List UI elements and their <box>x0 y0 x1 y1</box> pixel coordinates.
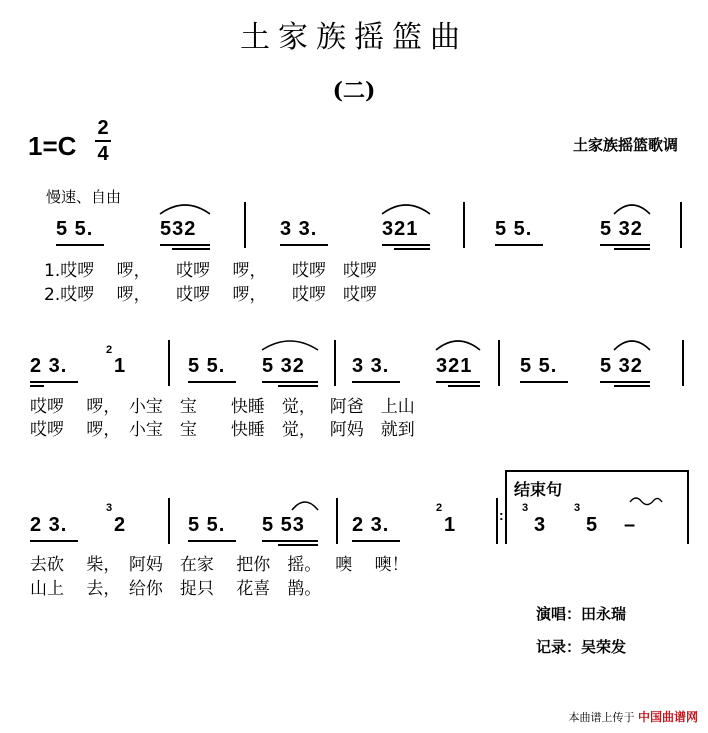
grace-note: 3 <box>522 502 529 514</box>
note-group: 5 53 <box>262 514 305 536</box>
note-group: 5 5. <box>188 514 226 536</box>
origin-label: 土家族摇篮歌调 <box>572 136 678 154</box>
note-group: 2 3. <box>30 514 68 536</box>
time-signature-top: 2 <box>97 117 109 139</box>
note: 5 <box>586 514 599 536</box>
grace-note: 3 <box>574 502 581 514</box>
note-group: 5 32 <box>262 355 305 377</box>
note-group: 532 <box>160 218 197 240</box>
grace-note: 2 <box>436 502 443 514</box>
recorder-credit <box>536 636 626 657</box>
note-group: 321 <box>436 355 473 377</box>
singer-label: 演唱： <box>536 605 582 623</box>
note-group: 2 3. <box>30 355 68 377</box>
recorder-name: 吴荣发 <box>581 638 627 656</box>
key-signature: 1=C <box>28 131 77 161</box>
note: 3 <box>534 514 547 536</box>
ending-label: 结束句 <box>514 480 563 499</box>
grace-note: 3 <box>106 502 113 514</box>
footer-text: 本曲谱上传于 <box>568 711 635 724</box>
note-group: 2 <box>114 514 127 536</box>
note-group: 3 3. <box>352 355 390 377</box>
note-group: 5 5. <box>495 218 533 240</box>
recorder-label: 记录： <box>536 638 582 656</box>
note-group: 5 5. <box>520 355 558 377</box>
site-logo[interactable]: 中国曲谱网 <box>637 710 698 724</box>
page-title: 土家族摇篮曲 <box>240 20 468 55</box>
note-group: 321 <box>382 218 419 240</box>
grace-note: 2 <box>106 344 113 356</box>
footer <box>568 708 698 725</box>
time-signature-bottom: 4 <box>97 143 109 165</box>
dash: – <box>624 514 637 536</box>
lyrics-line: 哎啰 啰， 小宝 宝 快睡 觉， 阿妈 就到 <box>30 420 415 440</box>
note-group: 3 3. <box>280 218 318 240</box>
note-group: 1 <box>444 514 457 536</box>
note-group: 5 5. <box>56 218 94 240</box>
lyrics-line: 去砍 柴， 阿妈 在家 把你 摇。 噢 噢！ <box>30 555 409 575</box>
tempo-marking: 慢速、自由 <box>46 188 122 206</box>
lyrics-line: 2.哎啰 啰， 哎啰 啰， 哎啰 哎啰 <box>44 285 378 305</box>
note-group: 1 <box>114 355 127 377</box>
lyrics-line: 山上 去， 给你 捉只 花喜 鹊。 <box>30 579 322 599</box>
note-group: 5 32 <box>600 218 643 240</box>
note-group: 5 32 <box>600 355 643 377</box>
subtitle: (二) <box>332 78 376 104</box>
singer-name: 田永瑞 <box>581 605 627 623</box>
note-group: 5 5. <box>188 355 226 377</box>
lyrics-line: 哎啰 啰， 小宝 宝 快睡 觉， 阿爸 上山 <box>30 397 415 417</box>
singer-credit <box>536 603 626 624</box>
lyrics-line: 1.哎啰 啰， 哎啰 啰， 哎啰 哎啰 <box>44 261 378 281</box>
repeat-dots: : <box>499 507 505 523</box>
note-group: 2 3. <box>352 514 390 536</box>
